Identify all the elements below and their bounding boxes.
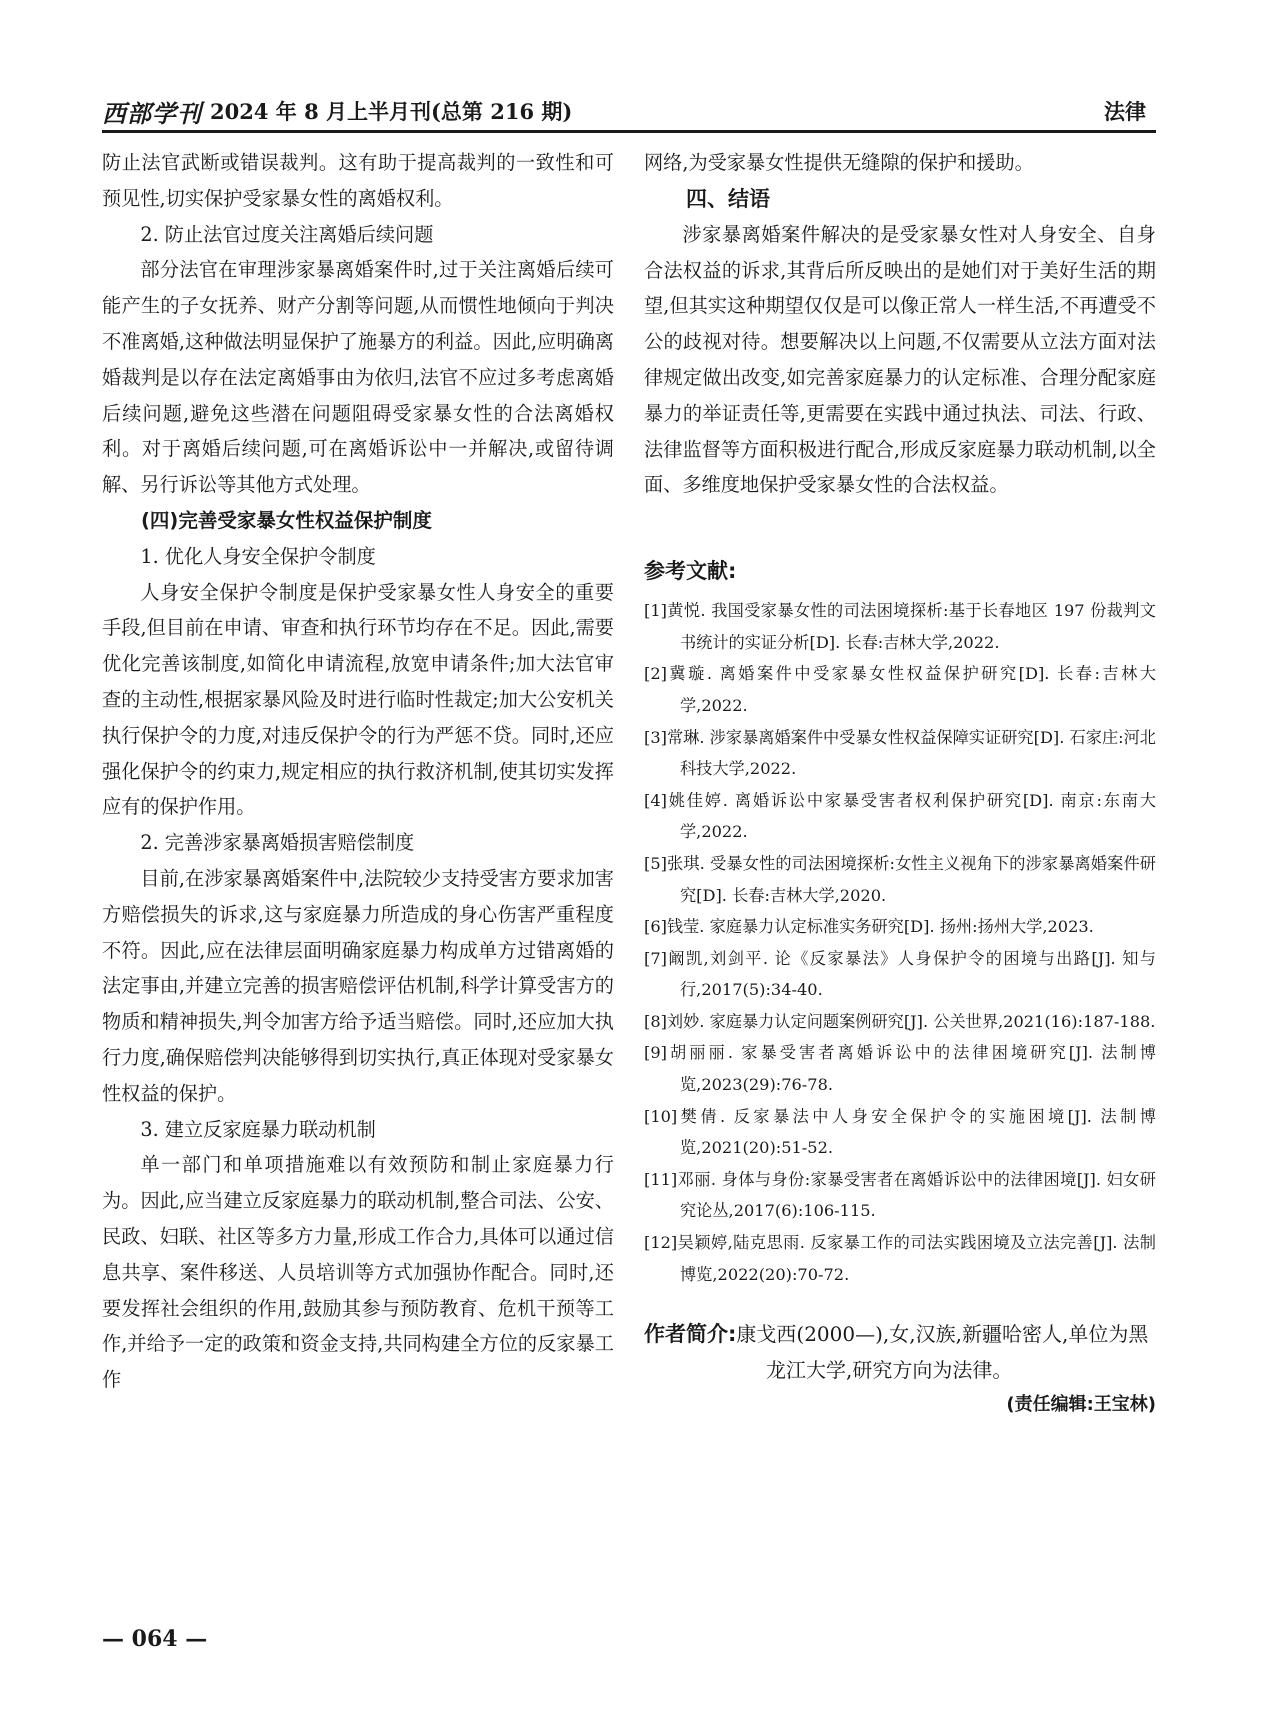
paragraph: 涉家暴离婚案件解决的是受家暴女性对人身安全、自身合法权益的诉求,其背后所反映出的是她们对于美好生活的期望,但其实这种期望仅仅是可以像正常人一样生活,不再遭受不公的歧视对待。想要解决以上问题,不仅需要从立法方面对法律规定做出改变,如完善家庭暴力的认定标准、合理分配家庭暴力的举证责任等,更需要在实践中通过执法、司法、行政、法律监督等方面积极进行配合,形成反家庭暴力联动机制,以全面、多维度地保护受家暴女性的合法权益。 [644,222,1156,497]
left-column [102,145,614,1398]
reference-item: [9]胡丽丽. 家暴受害者离婚诉讼中的法律困境研究[J]. 法制博览,2023(29):76-78. [644,1043,1156,1095]
reference-item: [6]钱莹. 家庭暴力认定标准实务研究[D]. 扬州:扬州大学,2023. [644,917,1094,937]
subheading: 2. 防止法官过度关注离婚后续问题 [140,222,434,246]
references-list [644,595,1156,1290]
section-heading: (四)完善受家暴女性权益保护制度 [141,508,432,532]
reference-item: [11]邓丽. 身体与身份:家暴受害者在离婚诉讼中的法律困境[J]. 妇女研究论丛,2017(6):106-115. [644,1169,1156,1221]
reference-item: [2]冀璇. 离婚案件中受家暴女性权益保护研究[D]. 长春:吉林大学,2022. [644,664,1156,715]
section-tag: 法律 [1104,100,1146,124]
author-text: 康戈西(2000—),女,汉族,新疆哈密人,单位为黑龙江大学,研究方向为法律。 [736,1322,1149,1383]
reference-item: [4]姚佳婷. 离婚诉讼中家暴受害者权利保护研究[D]. 南京:东南大学,2022. [644,790,1156,842]
reference-item: [3]常琳. 涉家暴离婚案件中受暴女性权益保障实证研究[D]. 石家庄:河北科技大学,2022. [644,727,1156,779]
author-label: 作者简介: [644,1322,737,1347]
paragraph: 部分法官在审理涉家暴离婚案件时,过于关注离婚后续可能产生的子女抚养、财产分割等问题,从而惯性地倾向于判决不准离婚,这种做法明显保护了施暴方的利益。因此,应明确离婚裁判是以存在法定离婚事由为依归,法官不应过多考虑离婚后续问题,避免这些潜在问题阻碍受家暴女性的合法离婚权利。对于离婚后续问题,可在离婚诉讼中一并解决,或留待调解、另行诉讼等其他方式处理。 [102,258,614,497]
paragraph: 人身安全保护令制度是保护受家暴女性人身安全的重要手段,但目前在申请、审查和执行环节均存在不足。因此,需要优化完善该制度,如简化申请流程,放宽申请条件;加大法官审查的主动性,根据家暴风险及时进行临时性裁定;加大公安机关执行保护令的力度,对违反保护令的行为严惩不贷。同时,还应强化保护令的约束力,规定相应的执行救济机制,使其切实发挥应有的保护作用。 [102,580,614,819]
paragraph: 网络,为受家暴女性提供无缝隙的保护和援助。 [644,151,1034,174]
conclusion-heading: 四、结语 [686,186,770,211]
paragraph: 防止法官武断或错误裁判。这有助于提高裁判的一致性和可预见性,切实保护受家暴女性的离婚权利。 [102,151,614,210]
reference-item: [10]樊倩. 反家暴法中人身安全保护令的实施困境[J]. 法制博览,2021(20):51-52. [644,1106,1156,1158]
reference-item: [12]吴颖婷,陆克思雨. 反家暴工作的司法实践困境及立法完善[J]. 法制博览,2022(20):70-72. [644,1233,1156,1284]
page-header [102,88,1156,133]
reference-item: [5]张琪. 受暴女性的司法困境探析:女性主义视角下的涉家暴离婚案件研究[D]. 长春:吉林大学,2020. [644,853,1156,905]
journal-issue: 2024 年 8 月上半月刊(总第 216 期) [210,99,573,124]
subheading: 3. 建立反家庭暴力联动机制 [140,1117,376,1141]
reference-item: [7]阚凯,刘剑平. 论《反家暴法》人身保护令的困境与出路[J]. 知与行,2017(5):34-40. [644,948,1156,1000]
page-number: — 064 — [102,1626,208,1652]
subheading: 2. 完善涉家暴离婚损害赔偿制度 [140,831,415,855]
paragraph: 目前,在涉家暴离婚案件中,法院较少支持受害方要求加害方赔偿损失的诉求,这与家庭暴力所造成的身心伤害严重程度不符。因此,应在法律层面明确家庭暴力构成单方过错离婚的法定事由,并建立完善的损害赔偿评估机制,科学计算受害方的物质和精神损失,判令加害方给予适当赔偿。同时,还应加大执行力度,确保赔偿判决能够得到切实执行,真正体现对受家暴女性权益的保护。 [102,866,614,1105]
subheading: 1. 优化人身安全保护令制度 [140,544,376,568]
editor-credit: (责任编辑:王宝林) [1006,1394,1156,1416]
reference-item: [1]黄悦. 我国受家暴女性的司法困境探析:基于长春地区 197 份裁判文书统计的实证分析[D]. 长春:吉林大学,2022. [644,601,1156,652]
reference-item: [8]刘妙. 家庭暴力认定问题案例研究[J]. 公关世界,2021(16):187-188. [644,1011,1156,1031]
right-column [644,145,1156,1416]
paragraph: 单一部门和单项措施难以有效预防和制止家庭暴力行为。因此,应当建立反家庭暴力的联动机制,整合司法、公安、民政、妇联、社区等多方力量,形成工作合力,具体可以通过信息共享、案件移送、人员培训等方式加强协作配合。同时,还要发挥社会组织的作用,鼓励其参与预防教育、危机干预等工作,并给予一定的政策和资金支持,共同构建全方位的反家暴工作 [102,1153,614,1392]
journal-logo: 西部学刊 [102,99,202,128]
references-title: 参考文献: [644,559,737,584]
author-bio [644,1316,1156,1388]
